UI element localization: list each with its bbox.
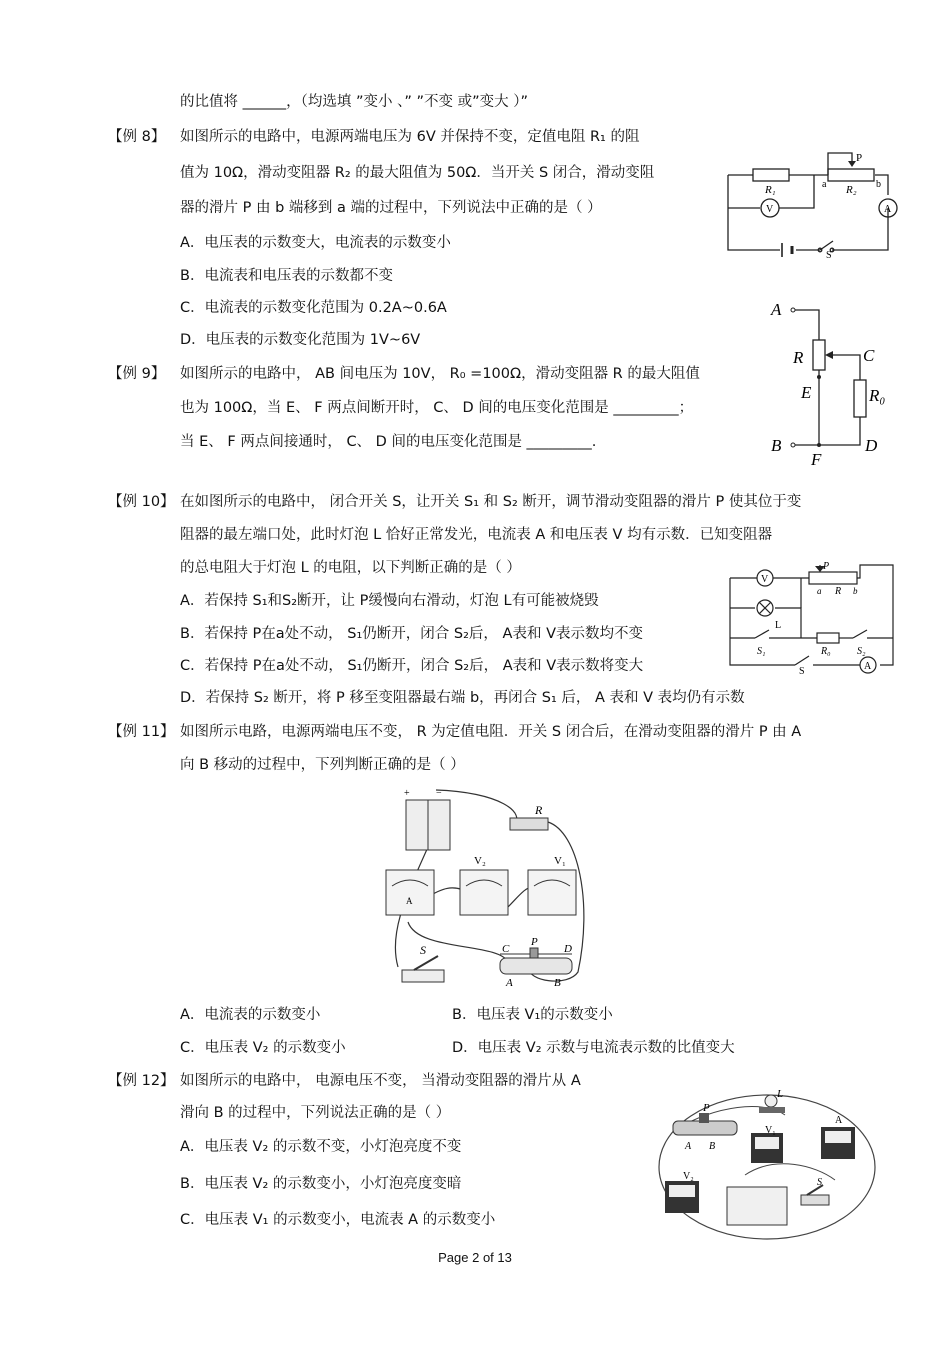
e8-label-r1: R₁ [765, 184, 776, 196]
e8-ammeter-label: A [884, 204, 892, 215]
e11-battery-minus: − [436, 788, 442, 799]
example-9-tag: 【例 9】 [108, 366, 166, 382]
e11-label-c: C [502, 943, 510, 955]
example-10-line-2: 阻器的最左端口处，此时灯泡 L 恰好正常发光，电流表 A 和电压表 V 均有示数．已知变阻器 [180, 527, 773, 543]
e11-label-b: B [554, 977, 561, 989]
e9-label-e: E [801, 383, 812, 402]
e11-label-s: S [420, 943, 426, 957]
example-9-circuit-diagram [765, 295, 905, 470]
e11-label-p: P [531, 936, 538, 948]
e12-v2-label: V₂ [683, 1171, 694, 1182]
e10-label-r: R [835, 586, 842, 597]
example-10-option-a: A．若保持 S₁和S₂断开，让 P缓慢向右滑动，灯泡 L有可能被烧毁 [180, 593, 599, 609]
e9-label-a: A [771, 300, 782, 319]
example-10-tag: 【例 10】 [108, 494, 175, 510]
e10-ammeter-label: A [864, 661, 872, 672]
example-12-line-1: 如图所示的电路中， 电源电压不变， 当滑动变阻器的滑片从 A [180, 1073, 581, 1089]
example-9-line-3: 当 E、 F 两点间接通时， C、 D 间的电压变化范围是 _________. [180, 434, 597, 450]
e8-voltmeter-label: V [766, 204, 774, 215]
e9-label-d: D [865, 436, 878, 455]
example-8-circuit-diagram [720, 145, 910, 260]
example-12-line-2: 滑向 B 的过程中，下列说法正确的是（ ） [180, 1105, 451, 1121]
e12-v1-label: V₁ [765, 1125, 776, 1136]
example-11-line-1: 如图所示电路，电源两端电压不变， R 为定值电阻．开关 S 闭合后，在滑动变阻器的滑片 P 由 A [180, 724, 802, 740]
example-11-tag: 【例 11】 [108, 724, 175, 740]
e10-voltmeter-label: V [761, 574, 769, 585]
e9-label-r: R [793, 348, 804, 367]
example-11-option-a: A．电流表的示数变小 [180, 1007, 321, 1023]
example-8-tag: 【例 8】 [108, 129, 166, 145]
e11-ammeter-label: A [406, 896, 413, 906]
example-9-line-2: 也为 100Ω，当 E、 F 两点间断开时， C、 D 间的电压变化范围是 _________； [180, 400, 694, 416]
e8-label-r2: R₂ [846, 184, 857, 196]
e12-label-p: P [703, 1102, 710, 1114]
e12-label-b: B [709, 1141, 716, 1152]
e9-label-b: B [771, 436, 782, 455]
e10-label-p: P [823, 561, 830, 572]
example-11-option-d: D．电压表 V₂ 示数与电流表示数的比值变大 [452, 1040, 735, 1056]
e8-label-p: P [856, 152, 863, 164]
example-8-line-3: 器的滑片 P 由 b 端移到 a 端的过程中，下列说法中正确的是（ ） [180, 200, 602, 216]
example-10-option-b: B．若保持 P在a处不动， S₁仍断开，闭合 S₂后， A表和 V表示数均不变 [180, 626, 643, 642]
example-8-line-1: 如图所示的电路中，电源两端电压为 6V 并保持不变，定值电阻 R₁ 的阻 [180, 129, 640, 145]
e10-label-s: S [799, 666, 805, 675]
e9-label-c: C [863, 346, 875, 365]
example-11-option-b: B．电压表 V₁的示数变小 [452, 1007, 613, 1023]
example-8-option-d: D．电压表的示数变化范围为 1V~6V [180, 332, 421, 348]
e8-label-b: b [876, 179, 881, 190]
e10-label-s1: S₁ [757, 646, 766, 657]
top-line: 的比值将 ______，（均选填 ”变小 、” ”不变 或”变大 ）” [180, 94, 528, 110]
e12-label-l: L [777, 1088, 784, 1100]
example-12-option-c: C．电压表 V₁ 的示数变小，电流表 A 的示数变小 [180, 1212, 496, 1228]
example-8-line-2: 值为 10Ω，滑动变阻器 R₂ 的最大阻值为 50Ω．当开关 S 闭合，滑动变阻 [180, 165, 655, 181]
example-10-option-d: D．若保持 S₂ 断开，将 P 移至变阻器最右端 b，再闭合 S₁ 后， A 表和 V 表均仍有示数 [180, 690, 745, 706]
e12-label-a: A [685, 1141, 692, 1152]
page-footer: Page 2 of 13 [438, 1250, 512, 1265]
e11-v1-label: V₁ [554, 855, 566, 867]
example-10-line-1: 在如图所示的电路中， 闭合开关 S，让开关 S₁ 和 S₂ 断开，调节滑动变阻器的滑片 P 使其位于变 [180, 494, 802, 510]
e8-switch-label: S [826, 250, 832, 260]
example-8-option-a: A．电压表的示数变大，电流表的示数变小 [180, 235, 451, 251]
e11-label-d: D [564, 943, 572, 955]
e11-label-a: A [506, 977, 513, 989]
example-10-line-3: 的总电阻大于灯泡 L 的电阻，以下判断正确的是（ ） [180, 560, 521, 576]
e12-ammeter-label: A [835, 1115, 843, 1126]
e11-v2-label: V₂ [474, 855, 486, 867]
e9-label-r0: R₀ [869, 386, 886, 405]
example-12-option-a: A．电压表 V₂ 的示数不变，小灯泡亮度不变 [180, 1139, 462, 1155]
example-10-option-c: C．若保持 P在a处不动， S₁仍断开，闭合 S₂后， A表和 V表示数将变大 [180, 658, 644, 674]
e10-label-b: b [853, 586, 858, 596]
example-12-apparatus-drawing [655, 1085, 880, 1245]
example-8-option-c: C．电流表的示数变化范围为 0.2A~0.6A [180, 300, 447, 316]
e11-label-r: R [535, 803, 543, 817]
example-12-tag: 【例 12】 [108, 1073, 175, 1089]
example-11-line-2: 向 B 移动的过程中，下列判断正确的是（ ） [180, 757, 465, 773]
e9-label-f: F [811, 450, 822, 469]
example-11-apparatus-drawing [378, 782, 593, 992]
example-8-option-b: B．电流表和电压表的示数都不变 [180, 268, 393, 284]
e10-label-a: a [817, 586, 822, 596]
e11-battery-plus: + [404, 788, 410, 799]
example-12-option-b: B．电压表 V₂ 的示数变小，小灯泡亮度变暗 [180, 1176, 462, 1192]
e12-label-s: S [817, 1177, 822, 1188]
example-11-option-c: C．电压表 V₂ 的示数变小 [180, 1040, 346, 1056]
example-9-line-1: 如图所示的电路中， AB 间电压为 10V， R₀ =100Ω，滑动变阻器 R 的最大阻值 [180, 366, 700, 382]
e10-label-s2: S₂ [857, 646, 866, 657]
example-10-circuit-diagram [725, 560, 910, 675]
e10-label-r0: R₀ [821, 646, 831, 657]
e10-label-l: L [775, 620, 782, 631]
e8-label-a: a [822, 179, 827, 190]
